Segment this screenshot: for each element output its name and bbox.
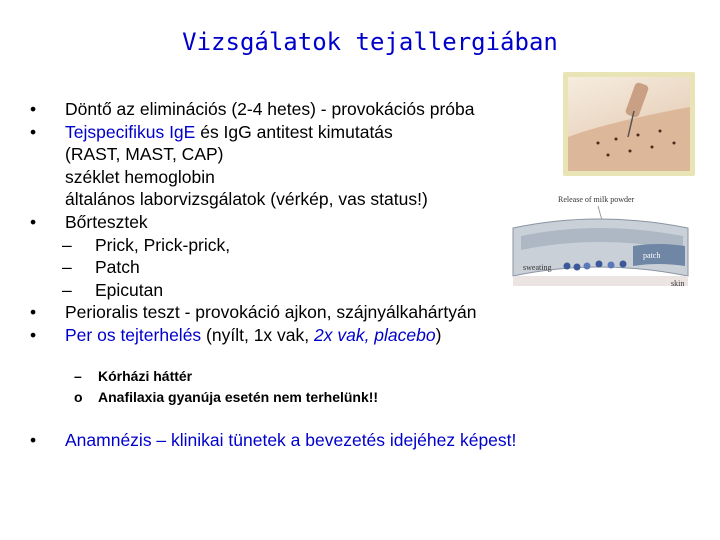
sweat-drop: [596, 261, 603, 268]
bullet-text: ): [435, 324, 442, 345]
bullet-icon: •: [30, 324, 37, 345]
sub-item: [30, 387, 378, 408]
photo-content: [568, 77, 690, 171]
sub-bullet-item: [30, 256, 570, 279]
bullet-item: [30, 121, 570, 144]
bullet-list: [30, 98, 570, 347]
bullet-icon: •: [30, 430, 37, 450]
bullet-text-highlight: Per os tejterhelés: [65, 324, 202, 345]
dash-icon: –: [74, 368, 82, 384]
patch-label: patch: [643, 251, 661, 260]
bullet-continuation: (RAST, MAST, CAP): [65, 144, 224, 165]
dash-icon: –: [62, 279, 72, 300]
patch-test-diagram: [503, 188, 693, 298]
bullet-text: és IgG antitest kimutatás: [195, 121, 393, 142]
bullet-icon: •: [30, 121, 37, 142]
bullet-item: [30, 324, 570, 347]
dash-icon: –: [62, 234, 72, 255]
sub-bullet-item: [30, 279, 570, 302]
bullet-continuation: általános laborvizsgálatok (vérkép, vas status!): [65, 189, 428, 210]
sweat-drop: [584, 263, 591, 270]
sub-item-text: Kórházi háttér: [98, 368, 193, 384]
bullet-item: [30, 211, 570, 234]
bullet-item: [30, 301, 570, 324]
sub-item: [30, 366, 378, 387]
sub-bullet-text: Prick, Prick-prick,: [95, 234, 231, 255]
bullet-text-highlight: 2x vak, placebo: [314, 324, 436, 345]
sweat-drop: [608, 262, 615, 269]
bullet-continuation: széklet hemoglobin: [65, 166, 215, 187]
bullet-icon: •: [30, 99, 37, 119]
sweat-drop: [564, 263, 571, 270]
sub-bullet-text: Epicutan: [95, 279, 164, 300]
bullet-text: (nyílt, 1x vak,: [201, 324, 314, 345]
skin-prick-photo: [563, 72, 695, 176]
bullet-icon: •: [30, 302, 37, 323]
bullet-text: Döntő az eliminációs (2-4 hetes) - provokációs próba: [65, 99, 475, 119]
sweating-label: sweating: [523, 263, 552, 272]
bullet-text: Perioralis teszt - provokáció ajkon, szájnyálkahártyán: [65, 302, 477, 323]
bullet-item: [30, 98, 570, 121]
bullet-text: Bőrtesztek: [65, 211, 148, 232]
bullet-icon: •: [30, 211, 37, 232]
sweat-drop: [574, 264, 581, 271]
sub-bullet-text: Patch: [95, 257, 140, 278]
skin-label: skin: [671, 279, 685, 288]
sub-bullet-item: [30, 234, 570, 257]
release-label: Release of milk powder: [558, 195, 635, 204]
dash-icon: –: [62, 257, 72, 278]
bullet-item: [30, 430, 516, 451]
bullet-text-highlight: Tejspecifikus IgE: [65, 121, 196, 142]
needle-illustration: [568, 77, 690, 171]
circle-o-icon: o: [74, 389, 83, 405]
sub-item-text: Anafilaxia gyanúja esetén nem terhelünk!!: [98, 389, 379, 405]
page-title: Vizsgálatok tejallergiában: [182, 28, 558, 56]
sub-list: [30, 366, 378, 408]
sweat-drop: [620, 261, 627, 268]
bullet-text-highlight: Anamnézis – klinikai tünetek a bevezetés idejéhez képest!: [65, 430, 517, 450]
